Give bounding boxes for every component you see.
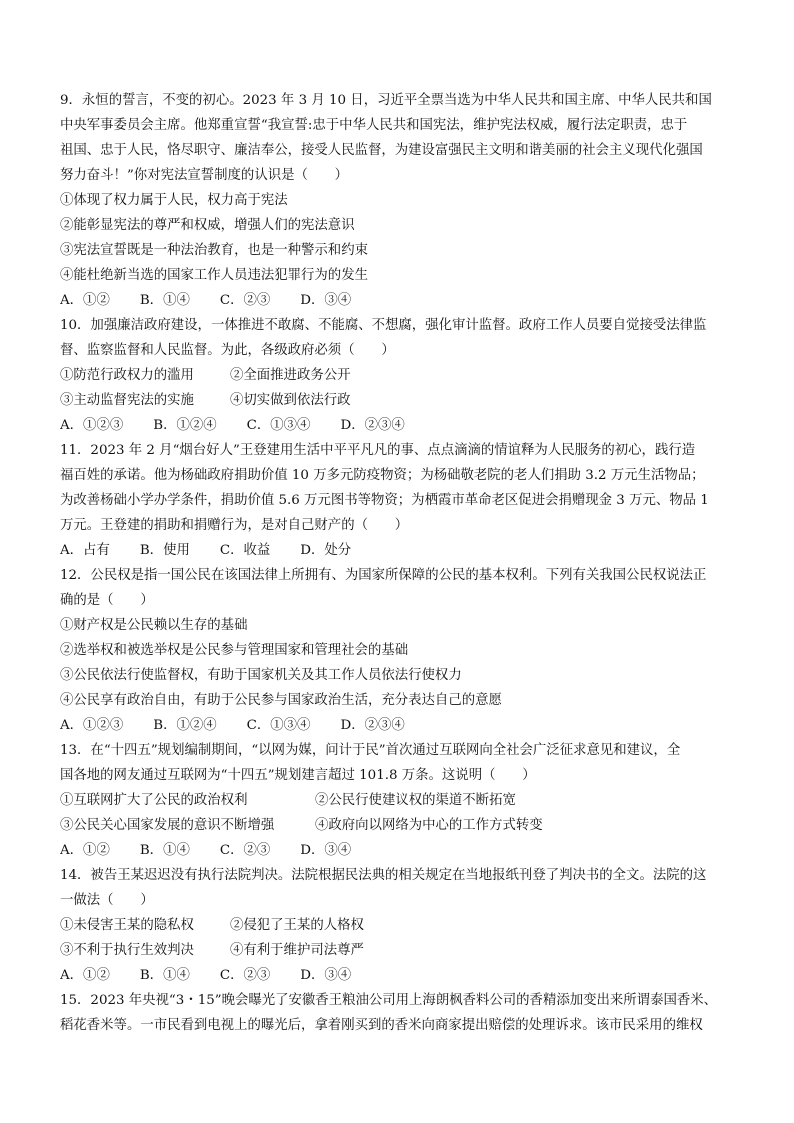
statement-row <box>60 363 736 388</box>
statement: ②公民行使建议权的渠道不断拓宽 <box>315 793 516 808</box>
statement: ④能杜绝新当选的国家工作人员违法犯罪行为的发生 <box>60 268 368 283</box>
statement: ①未侵害王某的隐私权 <box>60 918 194 933</box>
question-stem-line: 祖国、忠于人民，恪尽职守、廉洁奉公，接受人民监督，为建设富强民主文明和谐美丽的社会主义现代化强国 <box>60 143 703 158</box>
question-stem-line: 一做法（ ） <box>60 893 154 908</box>
question-stem-line: 万元。王登建的捐助和捐赠行为，是对自己财产的（ ） <box>60 518 409 533</box>
question-stem-line: 稻花香米等。一市民看到电视上的曝光后，拿着刚买到的香米向商家提出赔偿的处理诉求。该市民采用的维权 <box>60 1018 703 1033</box>
statement: ①互联网扩大了公民的政治权利 <box>60 793 248 808</box>
statement-row <box>60 913 736 938</box>
option-d: D．③④ <box>300 293 352 308</box>
question-stem-line: 15．2023 年央视“3・15”晚会曝光了安徽香王粮油公司用上海朗枫香料公司的香精添加变出来所谓泰国香米、 <box>60 993 718 1008</box>
option-d: D．③④ <box>300 968 352 983</box>
answer-options <box>60 413 736 438</box>
question-stem-line: 督、监察监督和人民监督。为此，各级政府必须（ ） <box>60 343 395 358</box>
question-12 <box>60 563 736 738</box>
option-a: A．①② <box>60 843 110 858</box>
answer-options <box>60 713 736 738</box>
option-b: B．①②④ <box>153 418 217 433</box>
option-d: D．②③④ <box>340 718 405 733</box>
question-stem-line: 9．永恒的誓言，不变的初心。2023 年 3 月 10 日，习近平全票当选为中华人民共和国主席、中华人民共和国 <box>60 93 712 108</box>
statement: ②选举权和被选举权是公民参与管理国家和管理社会的基础 <box>60 643 409 658</box>
answer-options <box>60 288 736 313</box>
question-stem-line: 11．2023 年 2 月“烟台好人”王登建用生活中平平凡凡的事、点点滴滴的情谊释为人民服务的初心，践行造 <box>60 443 696 458</box>
answer-options <box>60 963 736 988</box>
option-c: C．①③④ <box>246 418 311 433</box>
option-c: C．②③ <box>219 843 271 858</box>
question-14 <box>60 863 736 988</box>
question-stem-line: 10．加强廉洁政府建设，一体推进不敢腐、不能腐、不想腐，强化审计监督。政府工作人员要自觉接受法律监 <box>60 318 707 333</box>
question-stem-line: 国各地的网友通过互联网为“十四五”规划建言超过 101.8 万条。这说明（ ） <box>60 768 536 783</box>
option-a: A．①②③ <box>60 718 124 733</box>
question-9 <box>60 88 736 313</box>
question-11 <box>60 438 736 563</box>
question-15 <box>60 988 736 1038</box>
option-b: B．①④ <box>139 968 190 983</box>
option-a: A．①② <box>60 968 110 983</box>
question-stem-line: 13．在“十四五”规划编制期间，“以网为媒，问计于民”首次通过互联网向全社会广泛征求意见和建议，全 <box>60 743 681 758</box>
statement: ③宪法宣誓既是一种法治教育，也是一种警示和约束 <box>60 243 368 258</box>
statement: ④切实做到依法行政 <box>230 393 351 408</box>
option-a: A．①② <box>60 293 110 308</box>
answer-options <box>60 538 736 563</box>
statement: ②全面推进政务公开 <box>230 368 351 383</box>
option-c: C．②③ <box>219 968 271 983</box>
option-b: B．①④ <box>139 843 190 858</box>
statement: ③公民依法行使监督权，有助于国家机关及其工作人员依法行使权力 <box>60 668 462 683</box>
statement-row <box>60 813 736 838</box>
question-stem-line: 中央军事委员会主席。他郑重宣誓“我宣誓:忠于中华人民共和国宪法，维护宪法权威，履行法定职责，忠于 <box>60 118 688 133</box>
option-a: A．占有 <box>60 543 110 558</box>
statement: ①体现了权力属于人民，权力高于宪法 <box>60 193 288 208</box>
statement: ③不利于执行生效判决 <box>60 943 194 958</box>
option-c: C．①③④ <box>246 718 311 733</box>
statement: ④公民享有政治自由，有助于公民参与国家政治生活，充分表达自己的意愿 <box>60 693 502 708</box>
statement-row <box>60 388 736 413</box>
option-a: A．①②③ <box>60 418 124 433</box>
question-10 <box>60 313 736 438</box>
statement: ④政府向以网络为中心的工作方式转变 <box>315 818 543 833</box>
statement: ②能彰显宪法的尊严和权威，增强人们的宪法意识 <box>60 218 355 233</box>
option-b: B．①④ <box>139 293 190 308</box>
statement: ①防范行政权力的滥用 <box>60 368 194 383</box>
question-stem-line: 福百姓的承诺。他为杨础政府捐助价值 10 万多元防疫物资；为杨础敬老院的老人们捐助 3.2 万元生活物品； <box>60 468 705 483</box>
option-d: D．②③④ <box>340 418 405 433</box>
option-c: C．收益 <box>219 543 271 558</box>
option-c: C．②③ <box>219 293 271 308</box>
statement: ①财产权是公民赖以生存的基础 <box>60 618 248 633</box>
statement: ③主动监督宪法的实施 <box>60 393 194 408</box>
option-d: D．③④ <box>300 843 352 858</box>
statement: ③公民关心国家发展的意识不断增强 <box>60 818 275 833</box>
exam-page <box>60 88 736 1038</box>
answer-options <box>60 838 736 863</box>
option-d: D．处分 <box>300 543 352 558</box>
statement: ④有利于维护司法尊严 <box>230 943 364 958</box>
question-stem-line: 14．被告王某迟迟没有执行法院判决。法院根据民法典的相关规定在当地报纸刊登了判决书的全文。法院的这 <box>60 868 707 883</box>
question-stem-line: 确的是（ ） <box>60 593 154 608</box>
option-b: B．①②④ <box>153 718 217 733</box>
statement-row <box>60 788 736 813</box>
statement-row <box>60 938 736 963</box>
option-b: B．使用 <box>139 543 190 558</box>
question-stem-line: 12．公民权是指一国公民在该国法律上所拥有、为国家所保障的公民的基本权利。下列有关我国公民权说法正 <box>60 568 707 583</box>
question-stem-line: 为改善杨础小学办学条件，捐助价值 5.6 万元图书等物资；为栖霞市革命老区促进会捐赠现金 3 万元、物品 1 <box>60 493 709 508</box>
question-13 <box>60 738 736 863</box>
statement: ②侵犯了王某的人格权 <box>230 918 364 933</box>
question-stem-line: 努力奋斗！”你对宪法宣誓制度的认识是（ ） <box>60 168 349 183</box>
